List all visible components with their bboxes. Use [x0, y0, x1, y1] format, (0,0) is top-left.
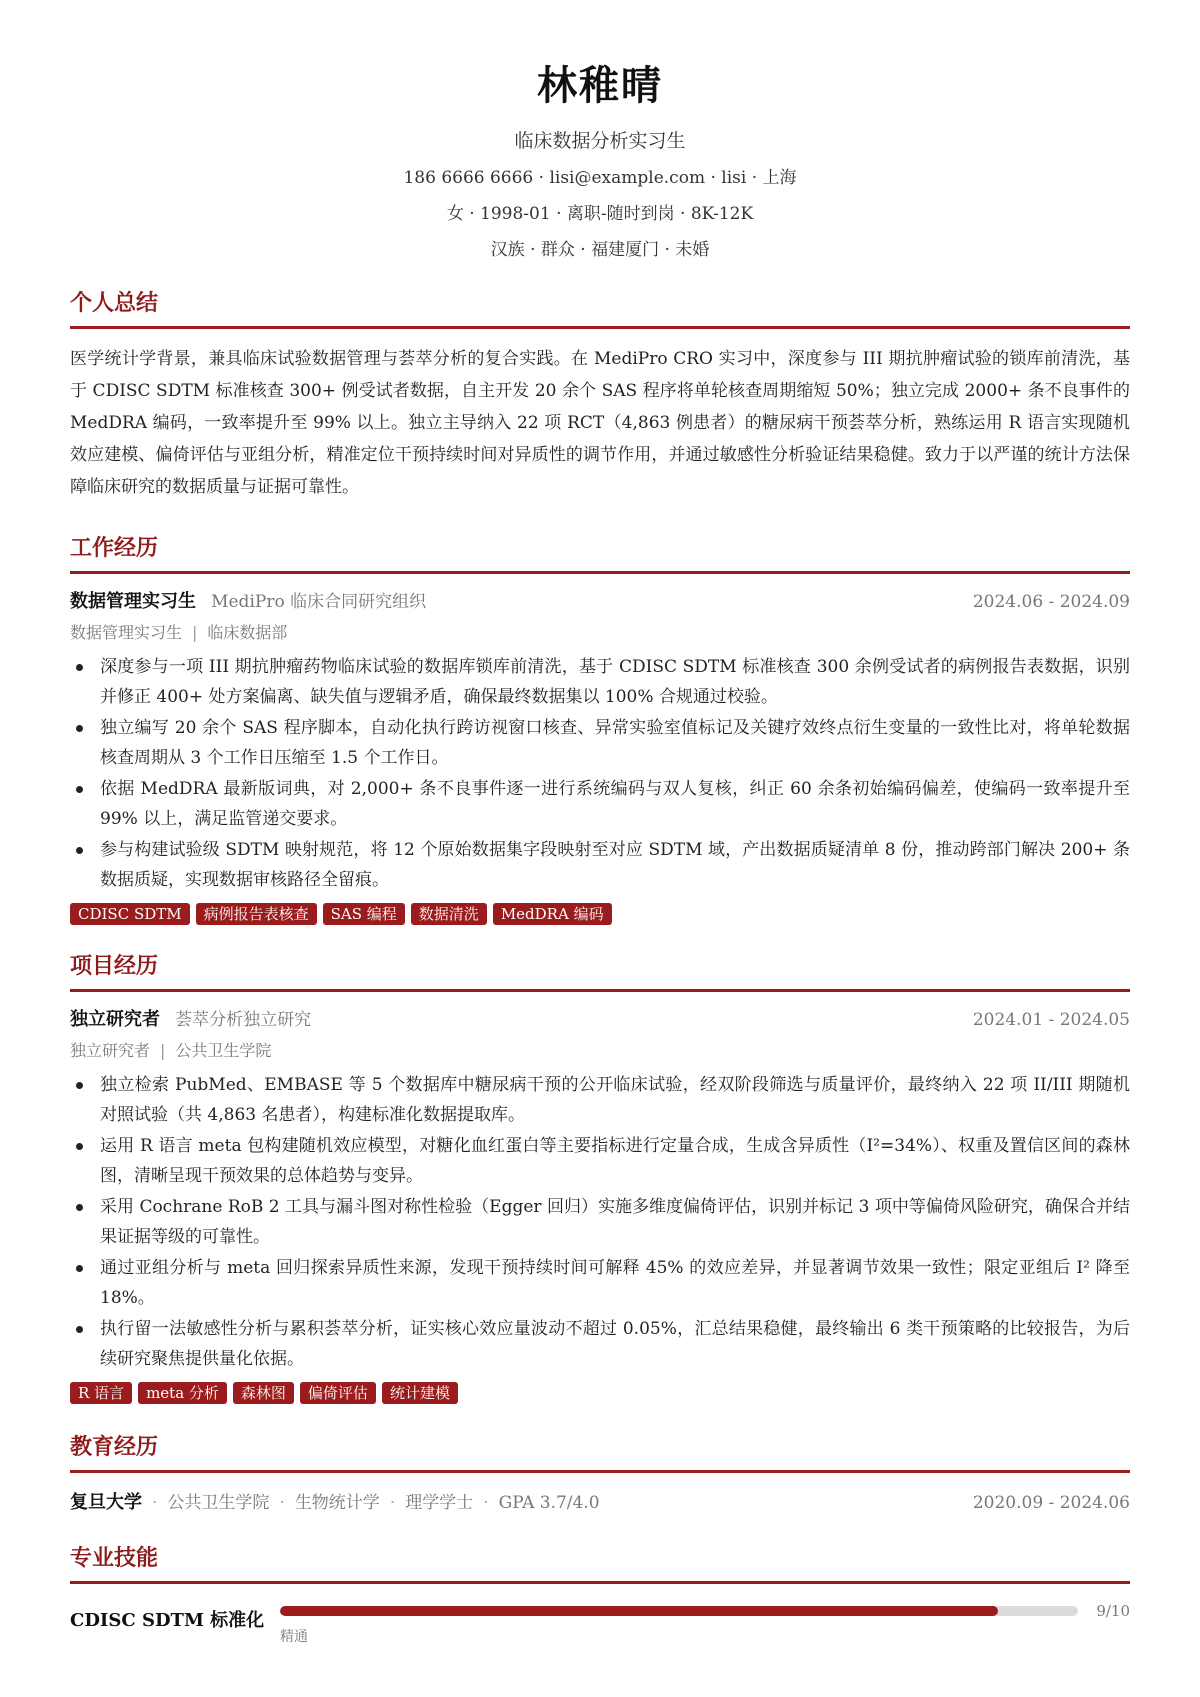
resume-header — [70, 0, 1130, 262]
bullet-dot-icon — [76, 847, 83, 854]
list-item: 采用 Cochrane RoB 2 工具与漏斗图对称性检验（Egger 回归）实施多维度偏倚评估，识别并标记 3 项中等偏倚风险研究，确保合并结果证据等级的可靠性。 — [100, 1192, 1130, 1252]
list-item: 通过亚组分析与 meta 回归探索异质性来源，发现干预持续时间可解释 45% 的效应差异，并显著调节效果一致性；限定亚组后 I² 降至 18%。 — [100, 1253, 1130, 1313]
education-entry — [70, 1489, 1130, 1517]
list-item: 独立检索 PubMed、EMBASE 等 5 个数据库中糖尿病干预的公开临床试验，经双阶段筛选与质量评价，最终纳入 22 项 II/III 期随机对照试验（共 4,863 名患者），构建标准化数据提取库。 — [100, 1070, 1130, 1130]
skill-name: CDISC SDTM 标准化 — [70, 1610, 265, 1631]
skills-section-title: 专业技能 — [70, 1543, 1130, 1584]
degree-name: 理学学士 — [405, 1493, 474, 1513]
project-organization: 荟萃分析独立研究 — [175, 1010, 312, 1030]
work-bullet-list — [70, 652, 1130, 895]
project-position: 独立研究者 — [70, 1009, 160, 1030]
college-name: 公共卫生学院 — [167, 1493, 270, 1513]
project-skill-tags — [70, 1382, 1130, 1404]
project-subline — [70, 1038, 1130, 1064]
major-name: 生物统计学 — [294, 1493, 380, 1513]
list-item: 独立编写 20 余个 SAS 程序脚本，自动化执行跨访视窗口核查、异常实验室值标记及关键疗效终点衍生变量的一致性比对，将单轮数据核查周期从 3 个工作日压缩至 1.5 个工作日。 — [100, 713, 1130, 773]
list-item: 依据 MedDRA 最新版词典，对 2,000+ 条不良事件逐一进行系统编码与双人复核，纠正 60 余条初始编码偏差，使编码一致率提升至 99% 以上，满足监管递交要求。 — [100, 774, 1130, 834]
list-item: 深度参与一项 III 期抗肿瘤药物临床试验的数据库锁库前清洗，基于 CDISC SDTM 标准核查 300 余例受试者的病例报告表数据，识别并修正 400+ 处方案偏离、缺失值与逻辑矛盾，确保最终数据集以 100% 合规通过校验。 — [100, 652, 1130, 712]
bullet-dot-icon — [76, 786, 83, 793]
work-subline — [70, 620, 1130, 646]
project-entry-header — [70, 1006, 1130, 1034]
bullet-dot-icon — [76, 1204, 83, 1211]
summary-text: 医学统计学背景，兼具临床试验数据管理与荟萃分析的复合实践。在 MediPro CRO 实习中，深度参与 III 期抗肿瘤试验的锁库前清洗，基于 CDISC SDTM 标准核查 300+ 例受试者数据，自主开发 20 余个 SAS 程序将单轮核查周期缩短 50%；独立完成 2000+ 条不良事件的 MedDRA 编码，一致率提升至 99% 以上。独立主导纳入 22 项 RCT（4,863 例患者）的糖尿病干预荟萃分析，熟练运用 R 语言实现随机效应建模、偏倚评估与亚组分析，精准定位干预持续时间对异质性的调节作用，并通过敏感性分析验证结果稳健。致力于以严谨的统计方法保障临床研究的数据质量与证据可靠性。 — [70, 349, 1130, 497]
bullet-dot-icon — [76, 1326, 83, 1333]
skill-tag: 统计建模 — [382, 1382, 458, 1404]
work-section-title: 工作经历 — [70, 533, 1130, 574]
bullet-dot-icon — [76, 664, 83, 671]
separator-dot: · — [279, 1493, 285, 1513]
project-section-title: 项目经历 — [70, 951, 1130, 992]
bullet-dot-icon — [76, 1265, 83, 1272]
school-name: 复旦大学 — [70, 1492, 142, 1513]
list-item: 参与构建试验级 SDTM 映射规范，将 12 个原始数据集字段映射至对应 SDTM 域，产出数据质疑清单 8 份，推动跨部门解决 200+ 条数据质疑，实现数据审核路径全留痕。 — [100, 835, 1130, 895]
list-item: 执行留一法敏感性分析与累积荟萃分析，证实核心效应量波动不超过 0.05%，汇总结果稳健，最终输出 6 类干预策略的比较报告，为后续研究聚焦提供量化依据。 — [100, 1314, 1130, 1374]
separator-dot: · — [483, 1493, 489, 1513]
personal-info-line: 女 · 1998-01 · 离职-随时到岗 · 8K-12K — [446, 204, 754, 224]
work-entry-header — [70, 588, 1130, 616]
skill-tag: SAS 编程 — [323, 903, 405, 925]
work-entry — [70, 588, 1130, 925]
target-role: 临床数据分析实习生 — [514, 130, 686, 152]
skill-level: 精通 — [280, 1629, 308, 1645]
skills-section — [70, 1543, 1130, 1646]
contact-line: 186 6666 6666 · lisi@example.com · lisi · 上海 — [403, 168, 797, 188]
skill-score: 9/10 — [1096, 1602, 1130, 1620]
skill-item — [70, 1602, 1130, 1646]
background-info-line: 汉族 · 群众 · 福建厦门 · 未婚 — [490, 240, 710, 260]
skill-tag: 偏倚评估 — [300, 1382, 376, 1404]
gpa-value: GPA 3.7/4.0 — [498, 1493, 600, 1513]
skill-progress-fill — [280, 1606, 998, 1616]
candidate-name: 林稚晴 — [537, 62, 663, 109]
work-sub-department: 临床数据部 — [207, 623, 288, 642]
separator-dot: · — [152, 1493, 158, 1513]
skill-tag: 数据清洗 — [411, 903, 487, 925]
skill-tag: MedDRA 编码 — [493, 903, 612, 925]
work-organization: MediPro 临床合同研究组织 — [211, 592, 427, 612]
work-position: 数据管理实习生 — [70, 591, 196, 612]
summary-section-title: 个人总结 — [70, 288, 1130, 329]
project-sub-department: 公共卫生学院 — [175, 1041, 272, 1060]
work-section — [70, 533, 1130, 925]
skill-tag: meta 分析 — [138, 1382, 227, 1404]
education-date-range: 2020.09 - 2024.06 — [972, 1493, 1130, 1513]
project-section — [70, 951, 1130, 1404]
education-section — [70, 1432, 1130, 1517]
skill-tag: 森林图 — [233, 1382, 294, 1404]
summary-section — [70, 288, 1130, 503]
work-skill-tags — [70, 903, 1130, 925]
skill-tag: 病例报告表核查 — [196, 903, 317, 925]
skill-tag: CDISC SDTM — [70, 903, 190, 925]
separator-dot: · — [389, 1493, 396, 1513]
project-sub-separator: | — [160, 1041, 166, 1060]
project-date-range: 2024.01 - 2024.05 — [972, 1010, 1130, 1030]
project-entry — [70, 1006, 1130, 1404]
list-item: 运用 R 语言 meta 包构建随机效应模型，对糖化血红蛋白等主要指标进行定量合成，生成含异质性（I²=34%）、权重及置信区间的森林图，清晰呈现干预效果的总体趋势与变异。 — [100, 1131, 1130, 1191]
work-sub-role: 数据管理实习生 — [70, 623, 183, 642]
bullet-dot-icon — [76, 1082, 83, 1089]
project-sub-role: 独立研究者 — [70, 1041, 151, 1060]
project-bullet-list — [70, 1070, 1130, 1374]
work-sub-separator: | — [192, 623, 198, 642]
bullet-dot-icon — [76, 725, 83, 732]
education-section-title: 教育经历 — [70, 1432, 1130, 1473]
work-date-range: 2024.06 - 2024.09 — [972, 592, 1130, 612]
skill-progress-track — [280, 1606, 1078, 1616]
skill-tag: R 语言 — [70, 1382, 132, 1404]
bullet-dot-icon — [76, 1143, 83, 1150]
